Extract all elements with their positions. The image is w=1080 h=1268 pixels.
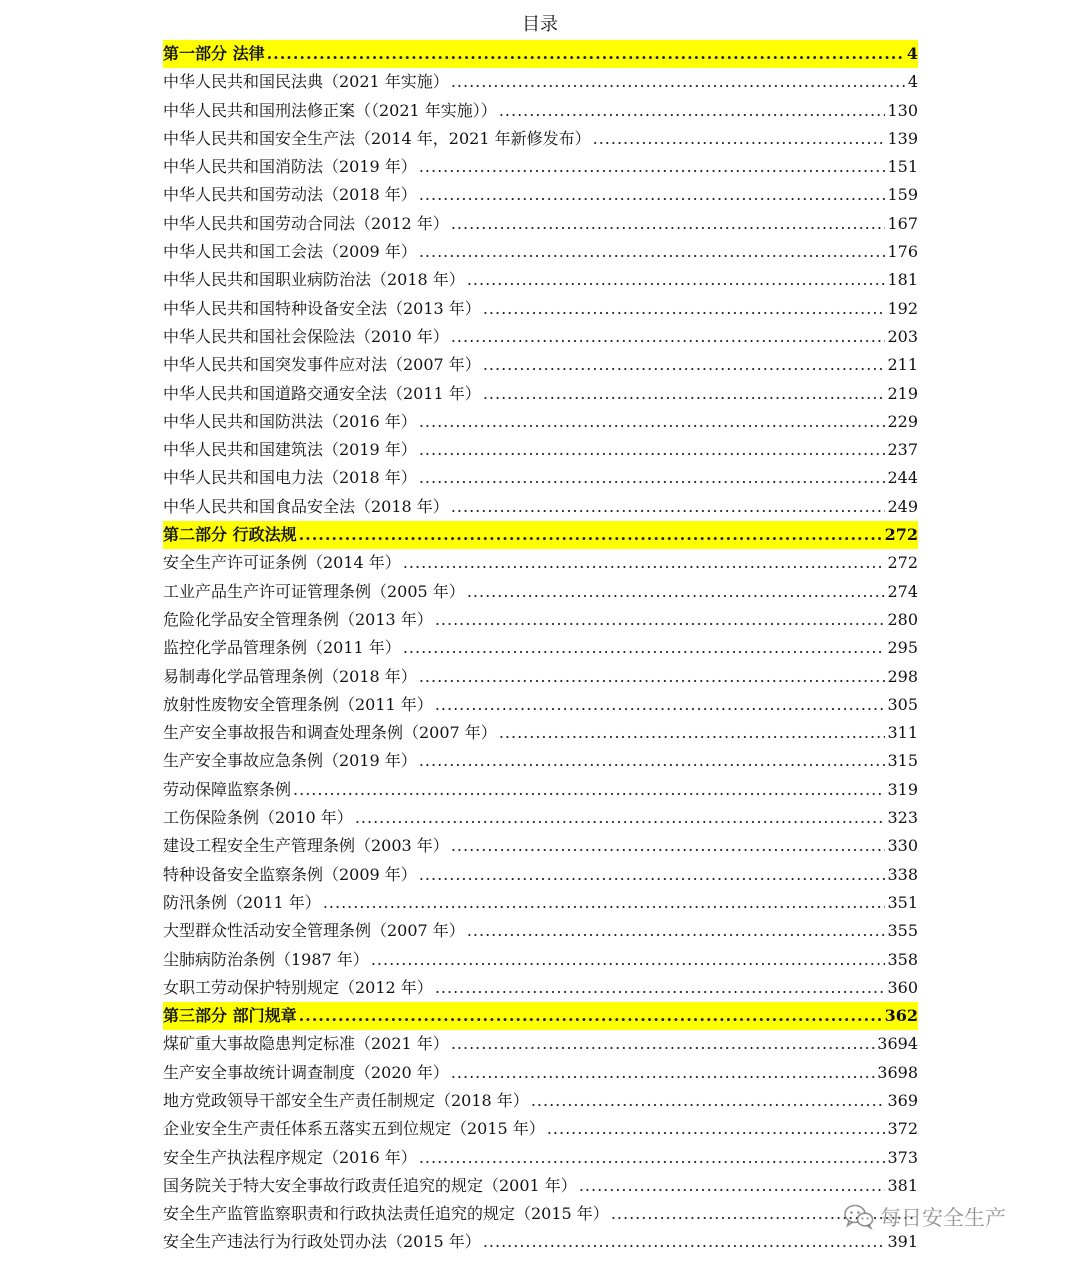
toc-item-page: 369: [887, 1090, 918, 1110]
toc-item[interactable]: [163, 776, 918, 804]
page-title: 目录: [522, 14, 558, 35]
table-of-contents: [163, 40, 918, 1257]
dot-leader: [451, 323, 886, 351]
toc-item-label: 安全生产执法程序规定（2016 年）: [163, 1147, 417, 1167]
toc-item-page: 355: [887, 921, 918, 941]
toc-item-page: 338: [887, 864, 918, 884]
toc-item-page: 381: [887, 1175, 918, 1195]
toc-item[interactable]: [163, 493, 918, 521]
dot-leader: [451, 68, 906, 96]
toc-item-page: 3694: [877, 1034, 918, 1054]
toc-item[interactable]: [163, 549, 918, 577]
toc-item[interactable]: [163, 578, 918, 606]
toc-section-label: 第一部分 法律: [163, 44, 265, 63]
toc-item[interactable]: [163, 889, 918, 917]
toc-item-page: 159: [887, 185, 918, 205]
toc-item-label: 中华人民共和国突发事件应对法（2007 年）: [163, 355, 481, 375]
toc-item-label: 中华人民共和国道路交通安全法（2011 年）: [163, 383, 481, 403]
toc-item-label: 中华人民共和国民法典（2021 年实施）: [163, 72, 449, 92]
dot-leader: [435, 974, 886, 1002]
dot-leader: [483, 295, 886, 323]
toc-item-label: 中华人民共和国刑法修正案（（2021 年实施））: [163, 100, 497, 120]
toc-item-page: 280: [887, 609, 918, 629]
toc-item[interactable]: [163, 861, 918, 889]
toc-item-label: 大型群众性活动安全管理条例（2007 年）: [163, 921, 465, 941]
toc-item[interactable]: [163, 974, 918, 1002]
toc-item[interactable]: [163, 464, 918, 492]
toc-item-page: 176: [887, 242, 918, 262]
dot-leader: [419, 408, 886, 436]
toc-item-page: 139: [887, 128, 918, 148]
dot-leader: [467, 578, 886, 606]
toc-item-page: 372: [887, 1119, 918, 1139]
toc-item-label: 建设工程安全生产管理条例（2003 年）: [163, 836, 449, 856]
toc-item-page: 130: [887, 100, 918, 120]
toc-item[interactable]: [163, 804, 918, 832]
dot-leader: [593, 125, 886, 153]
toc-item-label: 特种设备安全监察条例（2009 年）: [163, 864, 417, 884]
toc-item[interactable]: [163, 1228, 918, 1256]
toc-item[interactable]: [163, 663, 918, 691]
toc-item-label: 中华人民共和国电力法（2018 年）: [163, 468, 417, 488]
toc-item[interactable]: [163, 380, 918, 408]
dot-leader: [419, 436, 886, 464]
toc-item[interactable]: [163, 747, 918, 775]
toc-section-heading[interactable]: [163, 40, 918, 68]
toc-item[interactable]: [163, 125, 918, 153]
dot-leader: [419, 464, 886, 492]
dot-leader: [451, 1030, 875, 1058]
toc-item[interactable]: [163, 606, 918, 634]
toc-item[interactable]: [163, 153, 918, 181]
toc-item-label: 国务院关于特大安全事故行政责任追究的规定（2001 年）: [163, 1175, 577, 1195]
toc-item-page: 211: [887, 355, 918, 375]
dot-leader: [579, 1172, 886, 1200]
toc-item-page: 315: [887, 751, 918, 771]
toc-item-page: 4: [907, 72, 918, 92]
toc-item-page: 181: [887, 270, 918, 290]
toc-item-page: 219: [887, 383, 918, 403]
toc-item[interactable]: [163, 946, 918, 974]
toc-item[interactable]: [163, 1200, 918, 1228]
dot-leader: [451, 1059, 875, 1087]
toc-item-page: 311: [887, 723, 918, 743]
toc-item[interactable]: [163, 210, 918, 238]
dot-leader: [403, 549, 886, 577]
dot-leader: [547, 1115, 886, 1143]
toc-item[interactable]: [163, 436, 918, 464]
toc-item-label: 安全生产许可证条例（2014 年）: [163, 553, 401, 573]
toc-item-label: 劳动保障监察条例: [163, 779, 292, 799]
toc-item[interactable]: [163, 634, 918, 662]
toc-item-label: 生产安全事故应急条例（2019 年）: [163, 751, 417, 771]
toc-item-label: 中华人民共和国劳动法（2018 年）: [163, 185, 417, 205]
dot-leader: [467, 266, 886, 294]
toc-item-label: 中华人民共和国工会法（2009 年）: [163, 242, 417, 262]
toc-item-page: 237: [887, 440, 918, 460]
dot-leader: [419, 238, 886, 266]
toc-item-page: 351: [887, 892, 918, 912]
toc-section-label: 第二部分 行政法规: [163, 525, 297, 545]
toc-item[interactable]: [163, 691, 918, 719]
toc-item[interactable]: [163, 266, 918, 294]
dot-leader: [531, 1087, 886, 1115]
dot-leader: [419, 181, 886, 209]
toc-item-label: 煤矿重大事故隐患判定标准（2021 年）: [163, 1034, 449, 1054]
toc-item-page: 391: [887, 1232, 918, 1252]
toc-item-page: 295: [887, 638, 918, 658]
dot-leader: [293, 776, 885, 804]
toc-section-label: 第三部分 部门规章: [163, 1006, 297, 1026]
toc-item-page: 249: [887, 496, 918, 516]
toc-item-label: 中华人民共和国社会保险法（2010 年）: [163, 326, 449, 346]
toc-item-label: 中华人民共和国特种设备安全法（2013 年）: [163, 298, 481, 318]
toc-item[interactable]: [163, 351, 918, 379]
dot-leader: [451, 493, 886, 521]
toc-item[interactable]: [163, 68, 918, 96]
toc-item-label: 工伤保险条例（2010 年）: [163, 808, 353, 828]
dot-leader: [419, 861, 886, 889]
toc-item-page: 203: [887, 326, 918, 346]
dot-leader: [267, 40, 905, 68]
toc-item-page: 151: [887, 157, 918, 177]
toc-item-label: 安全生产违法行为行政处罚办法（2015 年）: [163, 1232, 481, 1252]
toc-item-page: 192: [887, 298, 918, 318]
toc-item-page: 319: [887, 779, 918, 799]
watermark: [844, 1202, 1006, 1232]
dot-leader: [299, 521, 883, 549]
toc-item-label: 女职工劳动保护特别规定（2012 年）: [163, 977, 433, 997]
toc-item-label: 中华人民共和国职业病防治法（2018 年）: [163, 270, 465, 290]
toc-item-label: 安全生产监管监察职责和行政执法责任追究的规定（2015 年）: [163, 1204, 609, 1224]
dot-leader: [299, 1002, 883, 1030]
toc-item-page: 229: [887, 411, 918, 431]
toc-item-label: 监控化学品管理条例（2011 年）: [163, 638, 401, 658]
dot-leader: [419, 1144, 886, 1172]
toc-item-page: 305: [887, 694, 918, 714]
toc-item[interactable]: [163, 1030, 918, 1058]
toc-item-label: 中华人民共和国消防法（2019 年）: [163, 157, 417, 177]
toc-item-label: 地方党政领导干部安全生产责任制规定（2018 年）: [163, 1090, 529, 1110]
toc-item-label: 生产安全事故统计调查制度（2020 年）: [163, 1062, 449, 1082]
toc-section-heading[interactable]: [163, 1002, 918, 1030]
toc-item-label: 工业产品生产许可证管理条例（2005 年）: [163, 581, 465, 601]
toc-item-label: 尘肺病防治条例（1987 年）: [163, 949, 369, 969]
toc-item-page: 272: [887, 553, 918, 573]
dot-leader: [467, 917, 886, 945]
dot-leader: [419, 153, 886, 181]
wechat-icon: [844, 1204, 874, 1230]
dot-leader: [483, 351, 886, 379]
dot-leader: [419, 747, 886, 775]
dot-leader: [483, 380, 886, 408]
dot-leader: [435, 691, 886, 719]
dot-leader: [451, 832, 886, 860]
toc-item-page: 330: [887, 836, 918, 856]
toc-item-page: 298: [887, 666, 918, 686]
toc-item[interactable]: [163, 97, 918, 125]
dot-leader: [323, 889, 886, 917]
toc-section-page: 272: [884, 525, 918, 545]
dot-leader: [371, 946, 886, 974]
watermark-text: 每日安全生产: [880, 1206, 1006, 1230]
toc-item[interactable]: [163, 181, 918, 209]
toc-item-label: 防汛条例（2011 年）: [163, 892, 321, 912]
toc-item[interactable]: [163, 1172, 918, 1200]
dot-leader: [451, 210, 886, 238]
toc-item[interactable]: [163, 1059, 918, 1087]
toc-item[interactable]: [163, 917, 918, 945]
toc-item-page: 244: [887, 468, 918, 488]
toc-item[interactable]: [163, 238, 918, 266]
toc-item-page: 167: [887, 213, 918, 233]
toc-item-label: 中华人民共和国防洪法（2016 年）: [163, 411, 417, 431]
dot-leader: [435, 606, 886, 634]
toc-item[interactable]: [163, 1144, 918, 1172]
toc-item-page: 373: [887, 1147, 918, 1167]
dot-leader: [355, 804, 886, 832]
dot-leader: [403, 634, 886, 662]
toc-item[interactable]: [163, 1087, 918, 1115]
toc-section-heading[interactable]: [163, 521, 918, 549]
toc-item[interactable]: [163, 323, 918, 351]
toc-item-page: 358: [887, 949, 918, 969]
toc-item[interactable]: [163, 832, 918, 860]
toc-item-label: 易制毒化学品管理条例（2018 年）: [163, 666, 417, 686]
toc-item-label: 中华人民共和国安全生产法（2014 年，2021 年新修发布）: [163, 128, 591, 148]
toc-item[interactable]: [163, 408, 918, 436]
dot-leader: [483, 1228, 886, 1256]
toc-item-label: 中华人民共和国建筑法（2019 年）: [163, 440, 417, 460]
toc-item-label: 放射性废物安全管理条例（2011 年）: [163, 694, 433, 714]
dot-leader: [499, 719, 886, 747]
toc-item-label: 危险化学品安全管理条例（2013 年）: [163, 609, 433, 629]
toc-item-page: 3698: [877, 1062, 918, 1082]
toc-item-page: 360: [887, 977, 918, 997]
toc-item-label: 企业安全生产责任体系五落实五到位规定（2015 年）: [163, 1119, 545, 1139]
toc-item-label: 中华人民共和国食品安全法（2018 年）: [163, 496, 449, 516]
toc-section-page: 4: [906, 44, 918, 63]
toc-section-page: 362: [884, 1006, 918, 1026]
toc-item-label: 中华人民共和国劳动合同法（2012 年）: [163, 213, 449, 233]
toc-item[interactable]: [163, 1115, 918, 1143]
toc-item-label: 生产安全事故报告和调查处理条例（2007 年）: [163, 723, 497, 743]
toc-item-page: 323: [887, 808, 918, 828]
toc-item[interactable]: [163, 295, 918, 323]
toc-item[interactable]: [163, 719, 918, 747]
dot-leader: [499, 97, 886, 125]
dot-leader: [419, 663, 886, 691]
toc-item-page: 274: [887, 581, 918, 601]
